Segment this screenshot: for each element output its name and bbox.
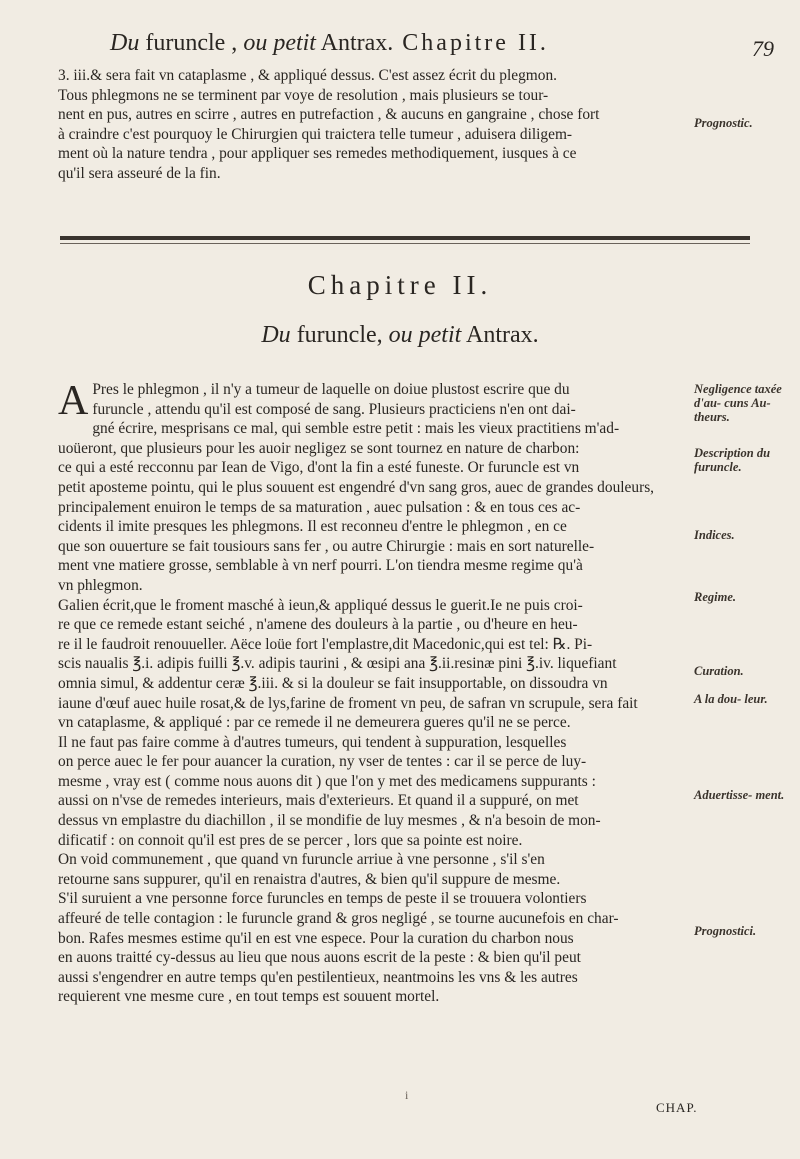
running-head-ou-petit: ou petit xyxy=(237,30,316,56)
chapter-subtitle-du: Du xyxy=(261,322,291,348)
running-head-du: Du xyxy=(110,30,140,56)
chapter-subtitle-antrax: Antrax. xyxy=(461,322,539,348)
top-paragraph xyxy=(58,66,683,184)
text-line: On void communement , que quand vn furuncle arriue à vne personne , s'il s'en xyxy=(58,851,545,869)
text-line: mesme , vray est ( comme nous auons dit ) que l'on y met des medicamens suppurants : xyxy=(58,772,596,790)
text-line: principalement enuiron le temps de sa maturation , auec pulsation : & en tous ces ac- xyxy=(58,498,581,516)
margin-note-douleur: A la dou- leur. xyxy=(694,692,768,706)
text-line: à craindre c'est pourquoy le Chirurgien qui traictera telle tumeur , aduisera diligem- xyxy=(58,125,573,143)
text-line: nent en pus, autres en scirre , autres en putrefaction , & aucuns en gangraine , chose fort xyxy=(58,106,600,124)
text-line: aussi s'engendrer en autre temps qu'en pestilentieux, neantmoins les vns & les autres xyxy=(58,968,578,986)
margin-note-curation: Curation. xyxy=(694,664,744,678)
text-line: re que ce remede estant seiché , n'amene des douleurs à la partie , ou d'heure en heu- xyxy=(58,616,578,634)
text-line-body: Pres le phlegmon , il n'y a tumeur de laquelle on doiue plustost escrire que du xyxy=(92,381,570,398)
margin-note-regime: Regime. xyxy=(694,590,737,604)
text-line: omnia simul, & addentur ceræ ℥.iii. & si la douleur se fait insupportable, on dissoudra vn xyxy=(58,674,608,692)
running-head-antrax: Antrax. xyxy=(315,30,394,56)
text-line: scis naualis ℥.i. adipis fuilli ℥.v. adipis taurini , & œsipi ana ℥.ii.resinæ pini ℥.iv. liquefiant xyxy=(58,655,617,673)
text-line: ce qui a esté recconnu par Iean de Vigo, d'ont la fin a esté funeste. Or furuncle est vn xyxy=(58,459,580,477)
running-head xyxy=(110,30,710,57)
text-line: uoüeront, que plusieurs pour les auoir negligez se sont tournez en nature de charbon: xyxy=(58,439,580,457)
catchword: CHAP. xyxy=(656,1100,698,1115)
signature-mark: i xyxy=(405,1088,409,1102)
margin-note-indices: Indices. xyxy=(694,528,735,542)
running-head-furuncle: furuncle , xyxy=(139,30,238,56)
text-line: dessus vn emplastre du diachillon , il se mondifie de luy mesmes , & n'a besoin de mon- xyxy=(58,812,601,830)
text-line: ment où la nature tendra , pour appliquer ses remedes methodiquement, iusques à ce xyxy=(58,145,577,163)
text-line: que son ouuerture se fait tousiours sans fer , ou autre Chirurgie : mais en sort naturelle- xyxy=(58,537,595,555)
ornamental-rule-thin xyxy=(60,243,750,244)
margin-note-prognostic: Prognostic. xyxy=(694,116,753,130)
text-line: retourne sans suppurer, qu'il en renaistra d'autres, & bien qu'il suppure de mesme. xyxy=(58,870,561,888)
margin-note-aduertissement: Aduertisse- ment. xyxy=(694,788,785,802)
text-line: iaune d'œuf auec huile rosat,& de lys,farine de froment vn peu, de safran vn scrupule, sera fait xyxy=(58,694,638,712)
page-number: 79 xyxy=(752,36,774,61)
drop-cap: A xyxy=(58,378,89,424)
chapter-title: Chapitre II. xyxy=(307,270,493,300)
text-line: Tous phlegmons ne se terminent par voye de resolution , mais plusieurs se tour- xyxy=(58,86,549,104)
text-line: requierent vne mesme cure , en tout temps est souuent mortel. xyxy=(58,988,440,1006)
text-line: aussi on n'vse de remedes interieurs, mais d'exterieurs. Et quand il a suppuré, on met xyxy=(58,792,579,810)
text-line: affeuré de telle contagion : le furuncle grand & gros negligé , se tourne aucunefois en char- xyxy=(58,910,619,928)
text-line: qu'il sera asseuré de la fin. xyxy=(58,164,221,182)
chapter-subtitle-ou-petit: ou petit xyxy=(382,322,462,348)
text-line: 3. iii.& sera fait vn cataplasme , & appliqué dessus. C'est assez écrit du plegmon. xyxy=(58,67,557,84)
text-line: petit apostemе pointu, qui le plus souuent est engendré d'vn sang gros, auec de grandes douleurs, xyxy=(58,478,655,496)
body-text xyxy=(58,380,683,1007)
text-line: ment vne matiere grosse, semblable à vn nerf pourri. L'on tiendra mesme regime qu'à xyxy=(58,557,583,575)
text-line: vn phlegmon. xyxy=(58,576,143,594)
chapter-subtitle xyxy=(190,322,610,349)
chapter-subtitle-furuncle: furuncle, xyxy=(290,322,383,348)
margin-note-negligence: Negligence taxée d'au- cuns Au- theurs. xyxy=(694,382,782,424)
text-line: Galien écrit,que le froment masché à ieun,& appliqué dessus le guerit.Ie ne puis croi- xyxy=(58,596,583,614)
ornamental-rule xyxy=(60,236,750,240)
running-head-chapter: Chapitre II. xyxy=(393,30,549,56)
text-line: cidents il imite presques les phlegmons. Il est reconneu d'entre le phlegmon , en ce xyxy=(58,518,567,536)
text-line: on perce auec le fer pour auancer la curation, ny vser de tentes : car il se perce de luy- xyxy=(58,753,587,771)
text-line: S'il suruient a vne personne force furuncles en temps de peste il se trouuera volontiers xyxy=(58,890,587,908)
text-line: Il ne faut pas faire comme à d'autres tumeurs, qui tendent à suppuration, lesquelles xyxy=(58,733,567,751)
text-line: bon. Rafes mesmes estime qu'il en est vne espece. Pour la curation du charbon nous xyxy=(58,929,574,947)
text-line: gné écrire, mesprisans ce mal, qui semble estre petit : mais les vieux practitiens m'ad- xyxy=(92,420,620,438)
margin-note-description: Description du furuncle. xyxy=(694,446,771,474)
margin-note-prognostici: Prognostici. xyxy=(694,924,757,938)
text-line: dificatif : on connoit qu'il est pres de se percer , lors que sa pointe est noire. xyxy=(58,831,523,849)
text-line: en auons traitté cy-dessus au lieu que nous auons escrit de la peste : & bien qu'il peut xyxy=(58,949,581,967)
text-line: furuncle , attendu qu'il est composé de sang. Plusieurs practiciens n'en ont dai- xyxy=(92,400,576,418)
text-line: re il le faudroit renouueller. Aëce loüe fort l'emplastre,dit Macedonic,qui est tel: ℞. Pi- xyxy=(58,635,593,653)
text-line: vn cataplasme, & appliqué : par ce remede il ne demeurera gueres qu'il ne se perce. xyxy=(58,714,571,732)
